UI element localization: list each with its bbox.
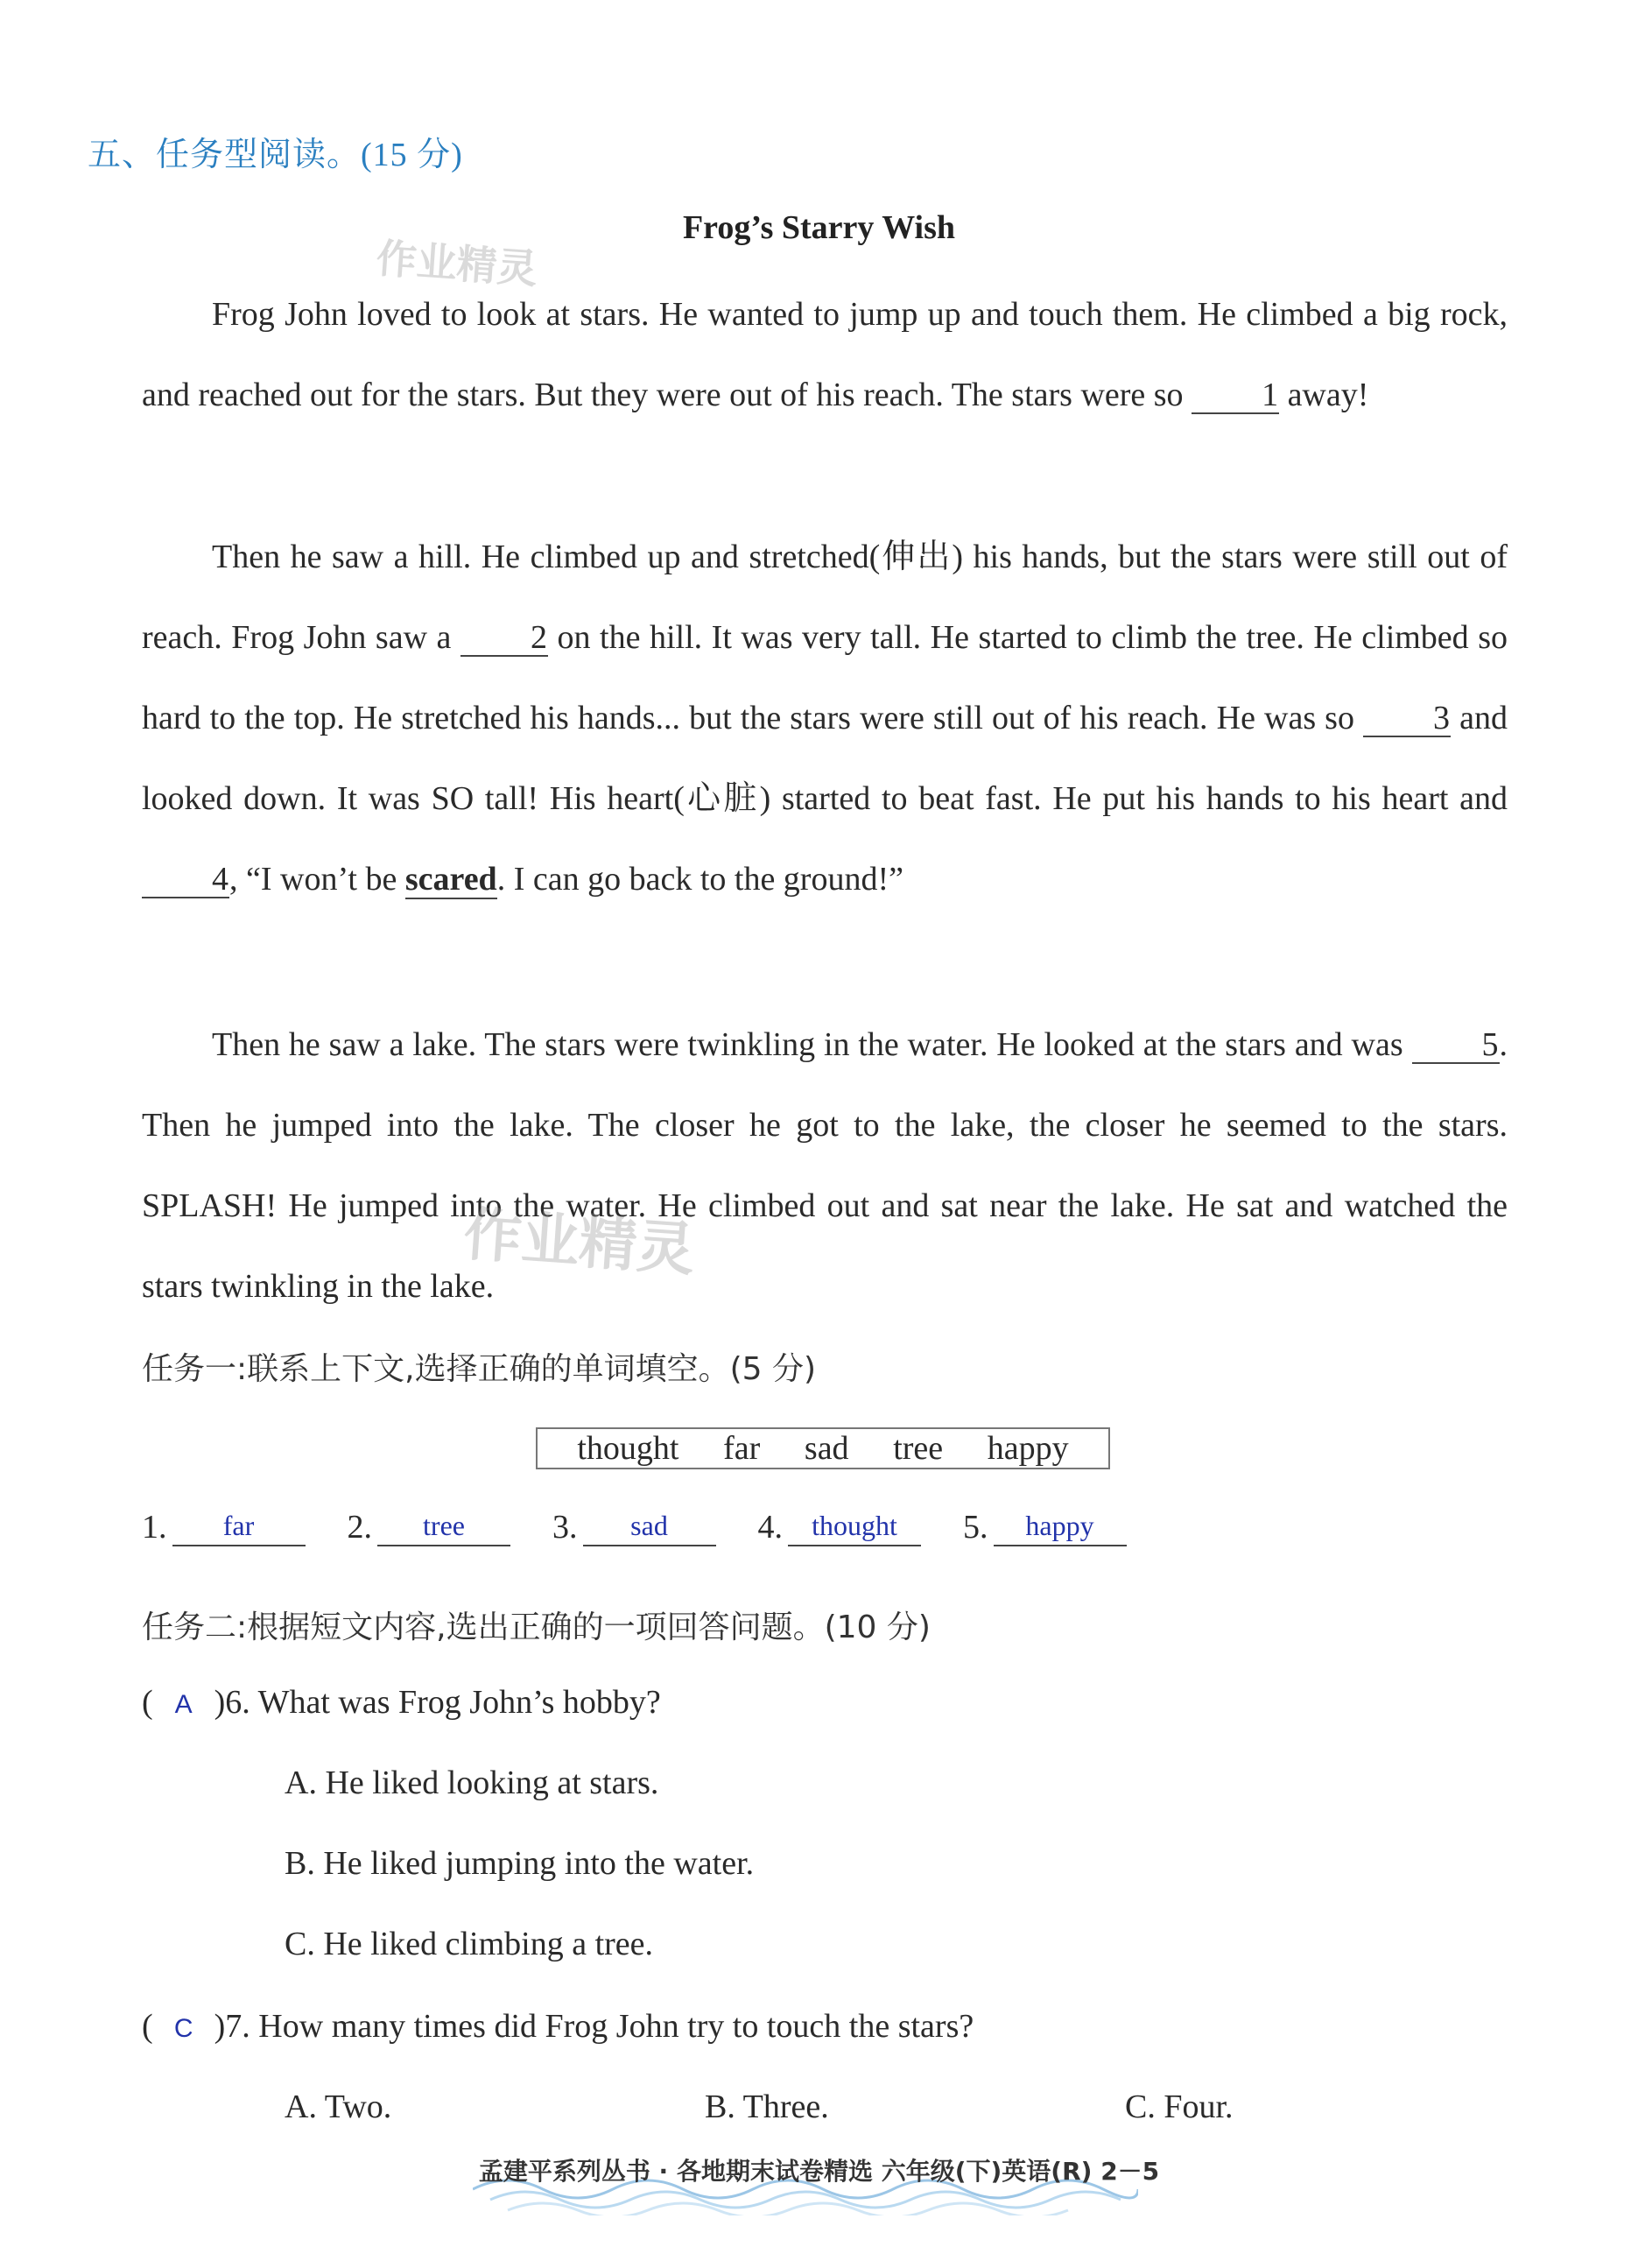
paragraph-3 — [142, 1004, 1508, 1327]
word-bank-item: tree — [893, 1430, 944, 1467]
q7-option-c: C. Four. — [1125, 2088, 1234, 2125]
q6-option-b: B. He liked jumping into the water. — [285, 1845, 755, 1882]
answer-q6[interactable]: A — [174, 1690, 193, 1719]
task2-title: 任务二:根据短文内容,选出正确的一项回答问题。(10 分) — [142, 1609, 931, 1645]
answer-item-3 — [552, 1506, 716, 1546]
word-bank-item: happy — [987, 1430, 1069, 1467]
blank-3: 3 — [1363, 701, 1451, 737]
section-score: (15 分) — [361, 137, 463, 173]
answer-item-1 — [142, 1506, 306, 1546]
paragraph-2 — [142, 517, 1508, 919]
answer-number: 1. — [142, 1509, 167, 1546]
paragraph-3-text-a: Then he saw a lake. The stars were twinkling in the water. He looked at the stars and was — [212, 1026, 1412, 1063]
paragraph-2-text-c: and looked down. It was SO tall! His heart(心脏) started to beat fast. He put his hands to his heart and — [142, 700, 1508, 817]
answer-field-3[interactable]: sad — [583, 1506, 716, 1546]
question-7 — [142, 2007, 974, 2046]
q7-option-a: A. Two. — [285, 2088, 392, 2125]
word-bank-item: sad — [804, 1430, 849, 1467]
answer-item-2 — [348, 1506, 511, 1546]
answer-number: 2. — [347, 1509, 372, 1546]
word-bank-item: thought — [577, 1430, 679, 1467]
q6-option-a: A. He liked looking at stars. — [285, 1764, 659, 1801]
paragraph-2-text-a: Then he saw a hill. He climbed up and stretched(伸出) his hands, but the stars were still out of reach. Frog John saw a — [142, 539, 1508, 656]
page-footer: 孟建平系列丛书 · 各地期末试卷精选 六年级(下)英语(R) 2－5 — [478, 2157, 1160, 2186]
blank-1: 1 — [1192, 377, 1279, 414]
task1-answers — [142, 1506, 1127, 1546]
blank-5: 5 — [1412, 1027, 1500, 1064]
paragraph-1-text-b: away! — [1279, 377, 1369, 413]
watermark-middle: 作业精灵 — [461, 1200, 697, 1285]
answer-number: 5. — [963, 1509, 988, 1546]
answer-item-4 — [758, 1506, 922, 1546]
answer-number: 4. — [757, 1509, 783, 1546]
watermark-top: 作业精灵 — [375, 234, 539, 293]
q6-option-c: C. He liked climbing a tree. — [285, 1926, 654, 1962]
section-heading — [88, 127, 463, 175]
paragraph-2-text-b: on the hill. It was very tall. He started to climb the tree. He climbed so hard to the top. He stretched his hands... but the stars were still out of his reach. He was so — [142, 619, 1508, 736]
answer-item-5 — [963, 1506, 1127, 1546]
blank-2: 2 — [460, 620, 548, 657]
task1-title: 任务一:联系上下文,选择正确的单词填空。(5 分) — [142, 1351, 817, 1387]
answer-field-2[interactable]: tree — [377, 1506, 510, 1546]
question-6 — [142, 1683, 661, 1722]
word-scared: scared — [404, 861, 497, 898]
answer-field-1[interactable]: far — [172, 1506, 306, 1546]
q7-option-b: B. Three. — [705, 2088, 829, 2125]
answer-field-4[interactable]: thought — [788, 1506, 921, 1546]
paren-open: ( — [142, 1684, 153, 1721]
paragraph-2-text-e: . I can go back to the ground!” — [496, 861, 903, 898]
section-title-text: 五、任务型阅读。 — [88, 135, 362, 173]
passage-title: Frog’s Starry Wish — [682, 209, 956, 246]
paragraph-2-text-d: , “I won’t be — [229, 861, 405, 898]
answer-q7[interactable]: C — [173, 2014, 193, 2043]
question-7-text: )7. How many times did Frog John try to touch the stars? — [214, 2008, 974, 2045]
answer-number: 3. — [552, 1509, 578, 1546]
paren-open: ( — [142, 2008, 153, 2045]
paragraph-3-text-b: . Then he jumped into the lake. The closer he got to the lake, the closer he seemed to the stars. SPLASH! He jumped into the water. He climbed out and sat near the lake. He sat and watched the stars twinkling in the lake. — [142, 1026, 1508, 1305]
paragraph-1-text-a: Frog John loved to look at stars. He wanted to jump up and touch them. He climbed a big rock, and reached out for the stars. But they were out of his reach. The stars were so — [142, 296, 1508, 413]
paragraph-1 — [142, 274, 1508, 435]
word-bank — [536, 1427, 1110, 1469]
word-bank-item: far — [723, 1430, 761, 1467]
question-6-text: )6. What was Frog John’s hobby? — [214, 1684, 661, 1721]
blank-4: 4 — [142, 862, 229, 898]
answer-field-5[interactable]: happy — [994, 1506, 1127, 1546]
